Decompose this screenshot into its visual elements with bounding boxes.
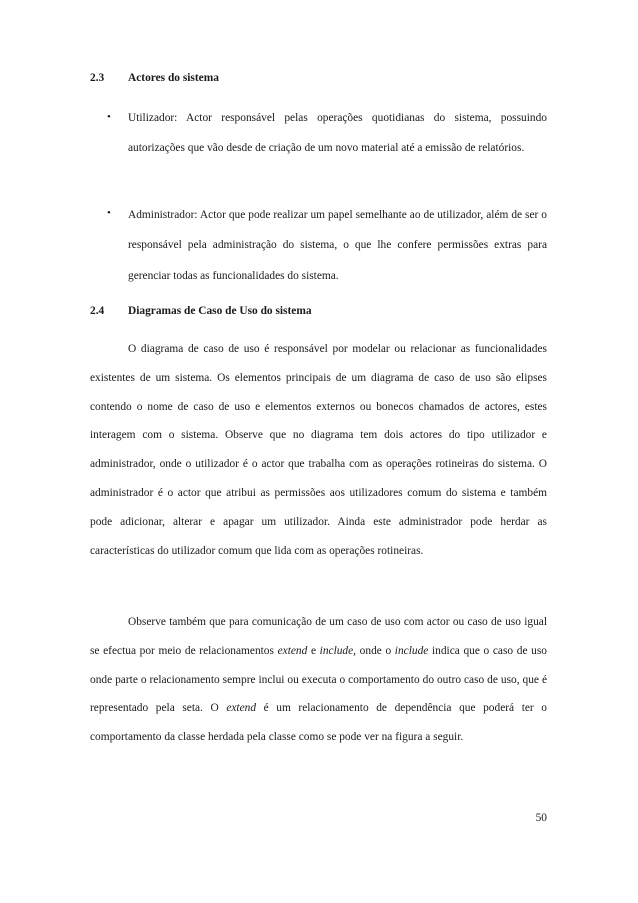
section-title: Diagramas de Caso de Uso do sistema	[128, 305, 312, 317]
body-paragraph-2	[90, 608, 547, 752]
term-extend: extend	[277, 644, 308, 657]
section-heading-2-4	[90, 304, 312, 318]
body-paragraph-1: O diagrama de caso de uso é responsável por modelar ou relacionar as funcionalidades existentes de um sistema. Os elementos principais de um diagrama de caso de uso são elipses contendo o nome de caso de uso e elementos externos ou bonecos chamados de actores, estes interagem com o sistema. Observe que no diagrama tem dois actores do tipo utilizador e administrador, onde o utilizador é o actor que trabalha com as operações rotineiras do sistema. O administrador é o actor que atribui as permissões aos utilizadores comum do sistema e também pode adicionar, alterar e apagar um utilizador. Ainda este administrador pode herdar as características do utilizador comum que lida com as operações rotineiras.	[90, 343, 547, 557]
bullet-icon: •	[107, 111, 111, 123]
term-extend: extend	[226, 702, 257, 715]
term-include: include,	[319, 644, 357, 657]
page-number: 50	[535, 812, 547, 824]
paragraph-text: Observe também que para comunicação de um caso de uso com actor ou caso de uso igual se efectua por meio de relacionamentos	[90, 616, 547, 657]
section-number: 2.4	[90, 305, 105, 317]
bullet-item-administrador: Administrador: Actor que pode realizar um papel semelhante ao de utilizador, além de ser o responsável pela administração do sistema, o que lhe confere permissões extras para gerenciar todas as funcionalidades do sistema.	[128, 209, 547, 282]
paragraph-text: indica que o caso de uso onde parte o relacionamento sempre inclui ou executa o comportamento do outro caso de uso, que é representado pela seta. O	[90, 644, 547, 715]
section-title: Actores do sistema	[128, 72, 219, 84]
paragraph-text: e	[307, 644, 320, 657]
term-include: include	[394, 644, 429, 657]
bullet-icon: •	[107, 207, 111, 219]
paragraph-text: onde o	[356, 644, 395, 657]
bullet-item-utilizador: Utilizador: Actor responsável pelas operações quotidianas do sistema, possuindo autorizações que vão desde de criação de um novo material até a emissão de relatórios.	[128, 112, 547, 155]
paragraph-text: é um relacionamento de dependência que poderá ter o comportamento da classe herdada pela classe como se pode ver na figura a seguir.	[90, 702, 547, 744]
section-heading-2-3	[90, 71, 219, 85]
section-number: 2.3	[90, 72, 105, 84]
